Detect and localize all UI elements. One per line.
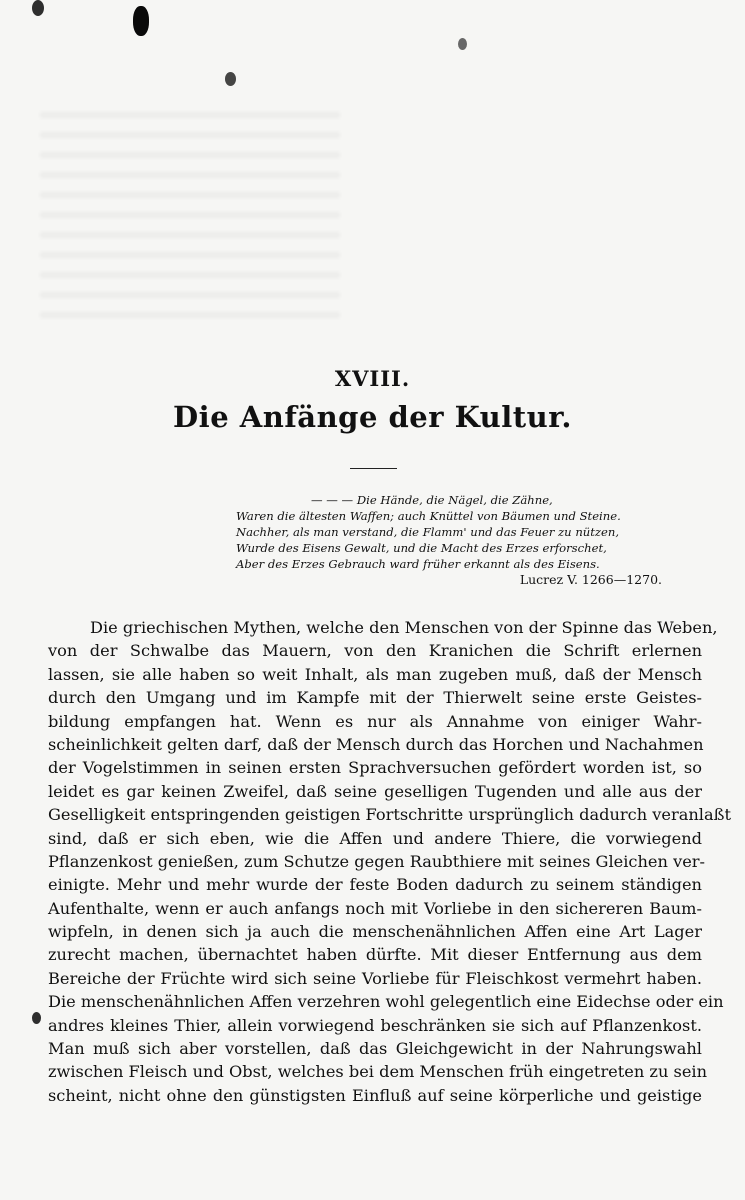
show-through-text-artifact: [40, 98, 340, 328]
body-line: wipfeln, in denen sich ja auch die menschenähnlichen Affen eine Art Lager: [48, 922, 702, 942]
ink-spot: [225, 72, 236, 86]
epigraph-line: Wurde des Eisens Gewalt, und die Macht des Erzes erforschet,: [236, 541, 607, 555]
chapter-title: Die Anfänge der Kultur.: [173, 400, 572, 434]
epigraph-source: Lucrez V. 1266—1270.: [519, 572, 662, 587]
body-line: Bereiche der Früchte wird sich seine Vorliebe für Fleischkost vermehrt haben.: [48, 968, 702, 988]
ink-spot: [32, 0, 44, 16]
epigraph-line: — — — Die Hände, die Nägel, die Zähne,: [311, 493, 553, 507]
epigraph-line: Nachher, als man verstand, die Flamm' und das Feuer zu nützen,: [236, 525, 620, 539]
body-line: Aufenthalte, wenn er auch anfangs noch mit Vorliebe in den sichereren Baum-: [48, 898, 702, 918]
body-line: Pflanzenkost genießen, zum Schutze gegen Raubthiere mit seines Gleichen ver-: [48, 851, 706, 871]
epigraph-line: Waren die ältesten Waffen; auch Knüttel von Bäumen und Steine.: [236, 509, 621, 523]
body-line: der Vogelstimmen in seinen ersten Sprachversuchen gefördert worden ist, so: [48, 758, 702, 778]
body-line: zwischen Fleisch und Obst, welches bei dem Menschen früh eingetreten zu sein: [48, 1062, 708, 1082]
body-line: von der Schwalbe das Mauern, von den Kranichen die Schrift erlernen: [48, 641, 702, 661]
body-line: lassen, sie alle haben so weit Inhalt, als man zugeben muß, daß der Mensch: [48, 664, 702, 684]
ink-spot: [133, 6, 149, 36]
title-divider: [350, 468, 397, 469]
body-line: scheint, nicht ohne den günstigsten Einfluß auf seine körperliche und geistige: [48, 1085, 702, 1105]
body-line: einigte. Mehr und mehr wurde der feste Boden dadurch zu seinem ständigen: [48, 875, 702, 895]
body-line: Man muß sich aber vorstellen, daß das Gleichgewicht in der Nahrungswahl: [48, 1039, 702, 1059]
epigraph-line: Aber des Erzes Gebrauch ward früher erkannt als des Eisens.: [236, 557, 600, 571]
chapter-number: XVIII.: [334, 366, 411, 391]
body-line: scheinlichkeit gelten darf, daß der Mensch durch das Horchen und Nachahmen: [48, 734, 704, 754]
body-line: zurecht machen, übernachtet haben dürfte. Mit dieser Entfernung aus dem: [48, 945, 702, 965]
ink-spot: [32, 1012, 41, 1024]
ink-spot: [458, 38, 467, 50]
body-line: bildung empfangen hat. Wenn es nur als Annahme von einiger Wahr-: [48, 711, 702, 731]
body-line: sind, daß er sich eben, wie die Affen und andere Thiere, die vorwiegend: [48, 828, 702, 848]
body-paragraph: [48, 616, 731, 1107]
body-line: leidet es gar keinen Zweifel, daß seine geselligen Tugenden und alle aus der: [48, 781, 702, 801]
body-line: andres kleines Thier, allein vorwiegend beschränken sie sich auf Pflanzenkost.: [48, 1015, 702, 1035]
body-line: Die menschenähnlichen Affen verzehren wohl gelegentlich eine Eidechse oder ein: [48, 992, 724, 1012]
body-line: Geselligkeit entspringenden geistigen Fortschritte ursprünglich dadurch veranlaßt: [48, 805, 731, 825]
body-line: Die griechischen Mythen, welche den Menschen von der Spinne das Weben,: [90, 618, 718, 637]
body-line: durch den Umgang und im Kampfe mit der Thierwelt seine erste Geistes-: [48, 688, 702, 708]
epigraph: [236, 492, 676, 588]
